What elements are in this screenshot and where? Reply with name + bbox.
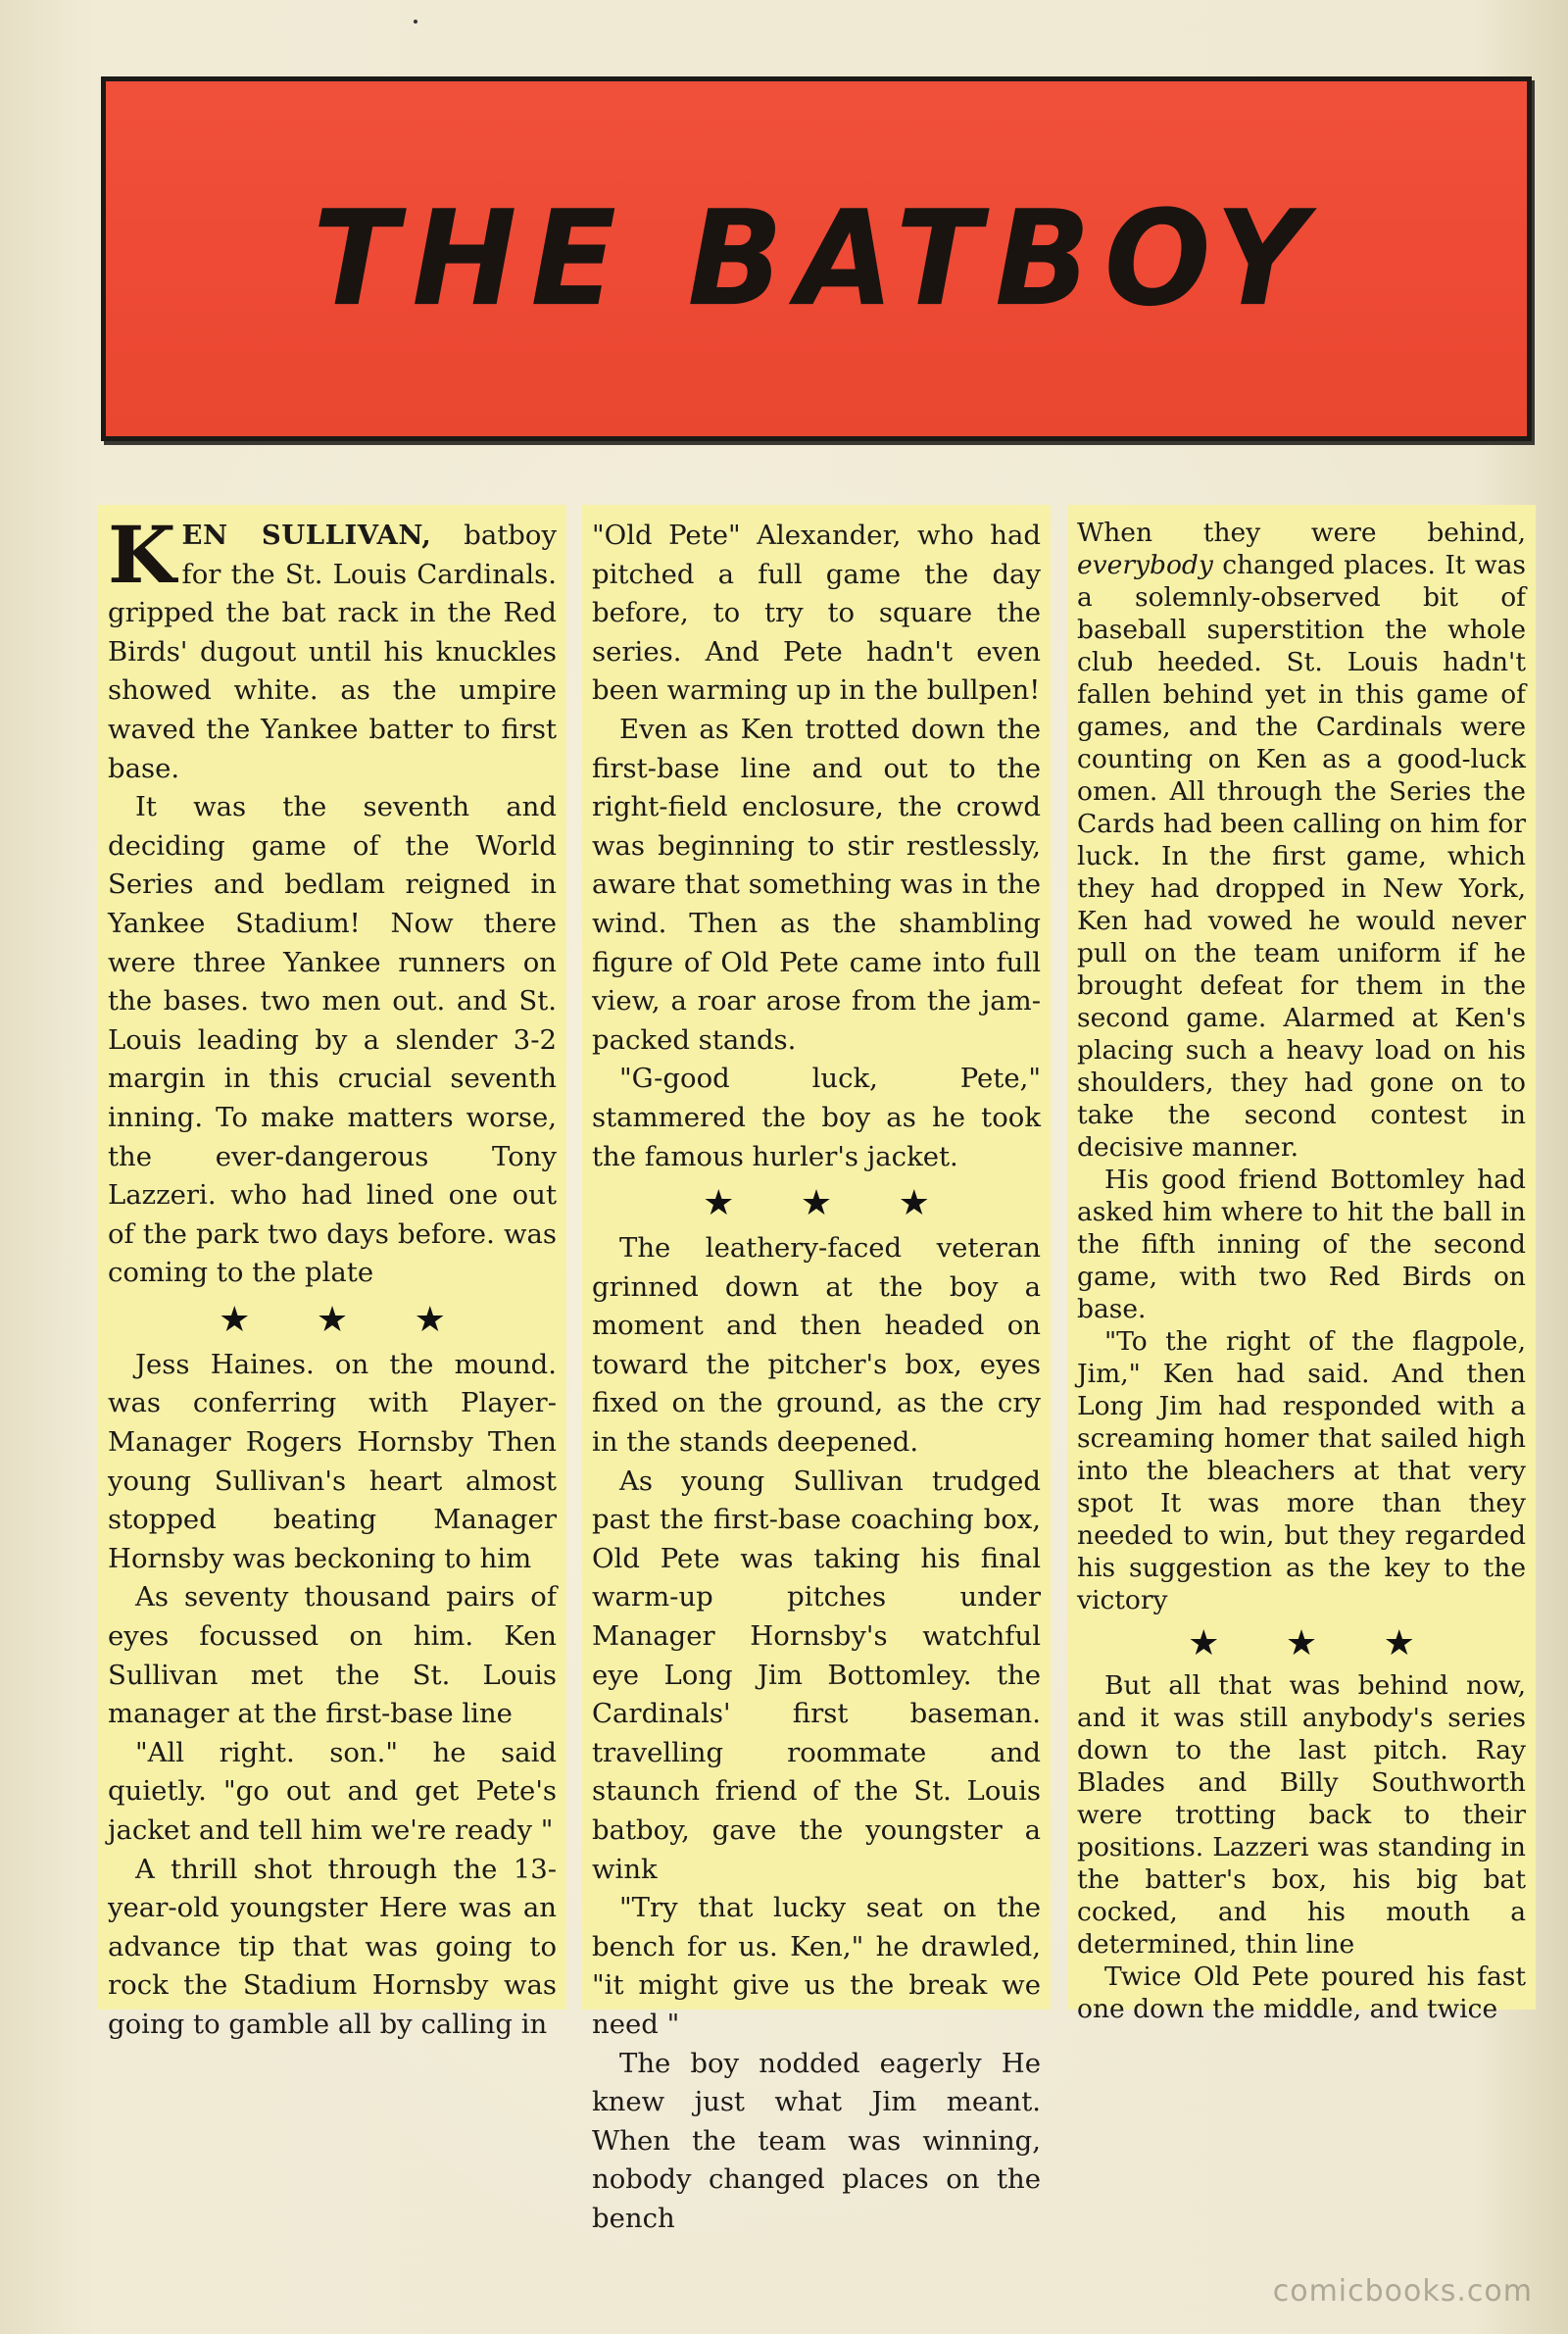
text-column-2 xyxy=(582,505,1051,2234)
story-columns xyxy=(98,505,1536,2234)
section-break-stars: ★ ★ ★ xyxy=(1188,1623,1443,1664)
text-column-3 xyxy=(1067,505,1536,2024)
paragraph-text: When they were behind, xyxy=(1077,518,1526,548)
paragraph: It was the seventh and deciding game of the World Series and bedlam reigned in Yankee Stadium! Now there were three Yankee runners on the bases. two men out. and St. Louis leading by a slender 3-2 margin in this crucial seventh inning. To make matters worse, the ever-dangerous Tony Lazzeri. who had lined one out of the park two days before. was coming to the plate xyxy=(108,791,557,1289)
text-column-1 xyxy=(98,505,566,2040)
paragraph: Even as Ken trotted down the first-base line and out to the right-field enclosure, the crowd was beginning to stir restlessly, aware that something was in the wind. Then as the shambling figure of Old Pete came into full view, a roar arose from the jam-packed stands. xyxy=(592,713,1041,1056)
paragraph: "Old Pete" Alexander, who had pitched a full game the day before, to try to square the series. And Pete hadn't even been warming up in the bullpen! xyxy=(592,520,1041,707)
paragraph: The boy nodded eagerly He knew just what Jim meant. When the team was winning, nobody changed places on the bench xyxy=(592,2047,1041,2234)
paragraph: His good friend Bottomley had asked him where to hit the ball in the fifth inning of the second game, with two Red Birds on base. xyxy=(1077,1165,1526,1324)
paragraph: But all that was behind now, and it was still anybody's series down to the last pitch. Ray Blades and Billy Southworth were trotting back to their positions. Lazzeri was standing in the batter's box, his big bat cocked, and his mouth a determined, thin line xyxy=(1077,1670,1526,1960)
paragraph-text: batboy for the St. Louis Cardinals. gripped the bat rack in the Red Birds' dugout until his knuckles showed white. as the umpire waved the Yankee batter to first base. xyxy=(108,520,557,784)
title-banner xyxy=(101,76,1532,441)
paragraph: "Try that lucky seat on the bench for us. Ken," he drawled, "it might give us the break we need " xyxy=(592,1892,1041,2040)
paragraph: Twice Old Pete poured his fast one down the middle, and twice xyxy=(1077,1962,1526,2024)
story-title: THE BATBOY xyxy=(313,181,1320,336)
paragraph-text: changed places. It was a solemnly-observed bit of baseball superstition the whole club heeded. St. Louis hadn't fallen behind yet in this game of games, and the Cardinals were counting on Ken as a good-luck omen. All through the Series the Cards had been calling on him for luck. In the first game, which they had dropped in New York, Ken had vowed he would never pull on the team uniform if he brought defeat for them in the second game. Alarmed at Ken's placing such a heavy load on his shoulders, they had gone on to take the second contest in decisive manner. xyxy=(1077,550,1526,1163)
paragraph: A thrill shot through the 13-year-old youngster Here was an advance tip that was going to rock the Stadium Hornsby was going to gamble all by calling in xyxy=(108,1853,557,2040)
section-break-stars: ★ ★ ★ xyxy=(703,1183,957,1224)
section-break-stars: ★ ★ ★ xyxy=(219,1299,473,1340)
print-speck xyxy=(414,20,417,24)
drop-cap: K xyxy=(108,509,176,601)
paragraph: As young Sullivan trudged past the first-base coaching box, Old Pete was taking his final warm-up pitches under Manager Hornsby's watchful eye Long Jim Bottomley. the Cardinals' first baseman. travelling roommate and staunch friend of the St. Louis batboy, gave the youngster a wink xyxy=(592,1465,1041,1885)
paragraph: As seventy thousand pairs of eyes focussed on him. Ken Sullivan met the St. Louis manager at the first-base line xyxy=(108,1581,557,1730)
site-watermark: comicbooks.com xyxy=(1272,2274,1533,2309)
opening-paragraph xyxy=(108,509,557,788)
paragraph: Jess Haines. on the mound. was conferring with Player-Manager Rogers Hornsby Then young Sullivan's heart almost stopped beating Manager Hornsby was beckoning to him xyxy=(108,1348,557,1574)
paragraph: "To the right of the flagpole, Jim," Ken had said. And then Long Jim had responded with a screaming homer that sailed high into the bleachers at that very spot It was more than they needed to win, but they regarded his suggestion as the key to the victory xyxy=(1077,1326,1526,1615)
paragraph xyxy=(1077,517,1526,1164)
paragraph: "All right. son." he said quietly. "go out and get Pete's jacket and tell him we're ready " xyxy=(108,1736,557,1846)
lead-name: EN SULLIVAN, xyxy=(181,520,432,551)
paragraph: "G-good luck, Pete," stammered the boy as he took the famous hurler's jacket. xyxy=(592,1063,1041,1172)
emphasized-word: everybody xyxy=(1077,550,1213,580)
paragraph: The leathery-faced veteran grinned down at the boy a moment and then headed on toward the pitcher's box, eyes fixed on the ground, as the cry in the stands deepened. xyxy=(592,1232,1041,1459)
